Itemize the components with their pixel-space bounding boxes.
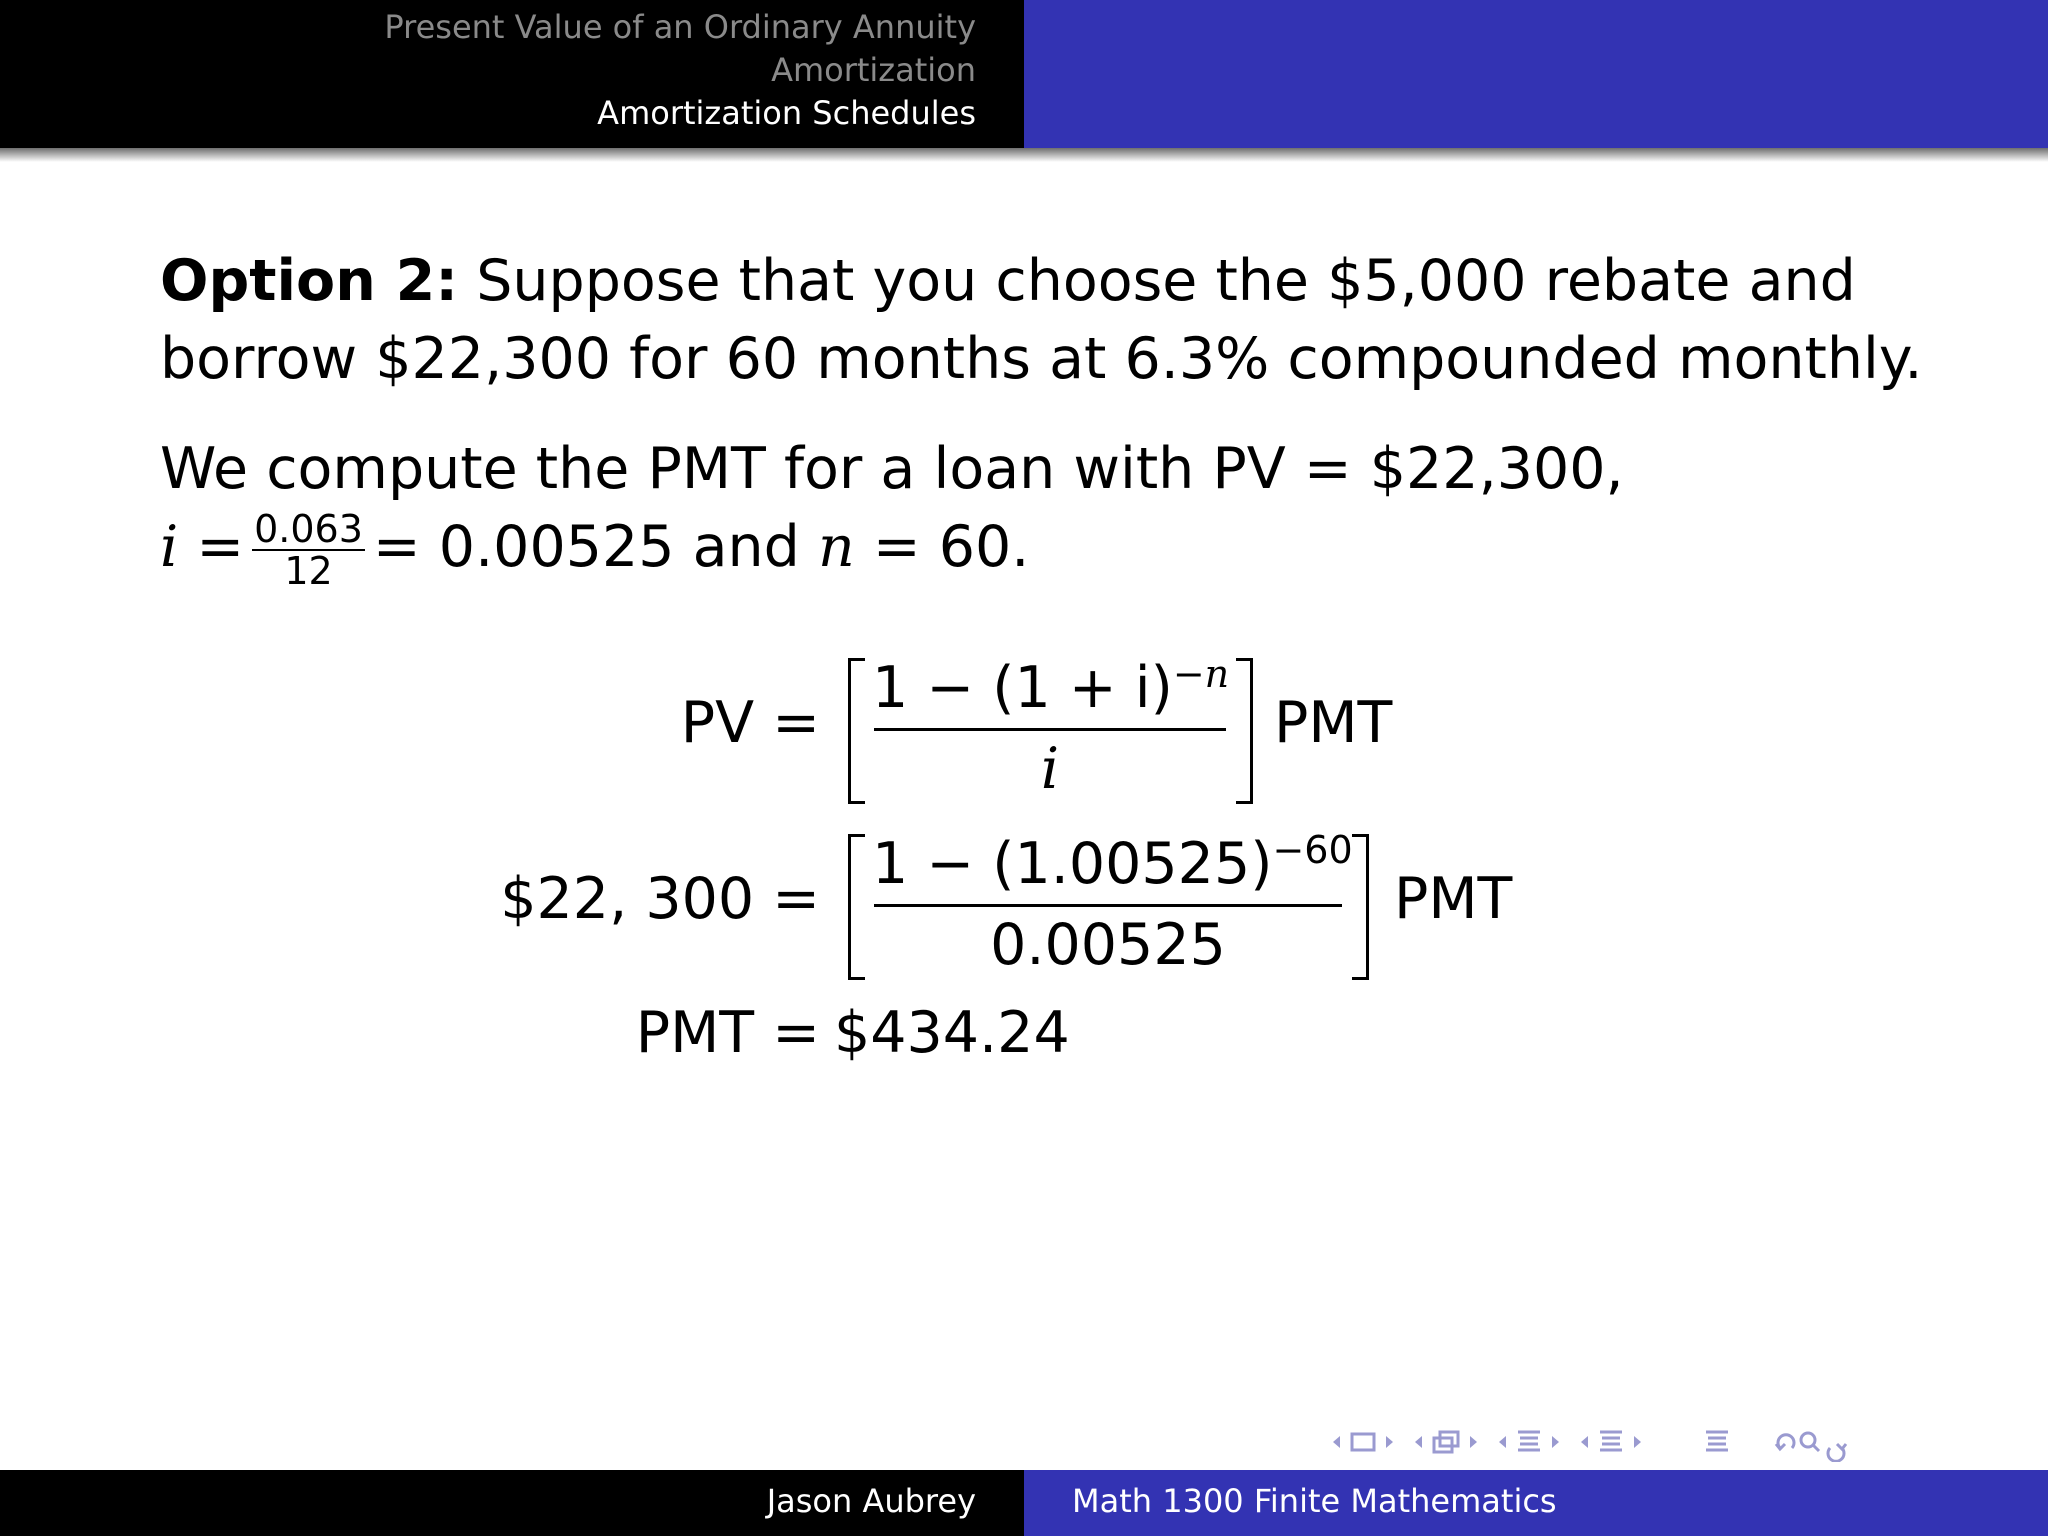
nav-back-icon[interactable] [1776,1435,1794,1449]
eq1-fraction-bar [874,728,1226,731]
eq3-rhs: $434.24 [834,1000,1070,1066]
nav-subsection-next-icon[interactable] [1470,1436,1477,1448]
nav-document-prev-icon[interactable] [1581,1436,1588,1448]
nav-subsection-amortization-schedules[interactable]: Amortization Schedules [597,94,976,132]
nav-section-next-icon[interactable] [1552,1436,1559,1448]
option-line-2: borrow $22,300 for 60 months at 6.3% compounded monthly. [160,326,1923,392]
eq3-lhs: PMT = [635,1000,820,1066]
eq2-exponent: −60 [1272,828,1353,872]
option-line-1: Suppose that you choose the $5,000 rebate and [458,248,1856,314]
eq2-denominator: 0.00525 [990,912,1226,978]
i-variable: i [160,514,179,580]
nav-frame-next-icon[interactable] [1386,1436,1393,1448]
option-paragraph [160,242,1923,398]
nav-section-prev-icon[interactable] [1499,1436,1506,1448]
eq2-numerator [872,828,1353,897]
eq2-lhs: $22, 300 = [500,866,820,932]
footer-course-title: Math 1300 Finite Mathematics [1072,1482,1557,1520]
eq1-numerator [872,652,1228,721]
equation-pv-formula [0,650,2048,810]
eq1-rhs: PMT [1274,690,1393,756]
n-variable: n [818,514,855,580]
nav-subsection-icon[interactable] [1434,1432,1458,1452]
n-value: = 60. [872,514,1030,580]
nav-section-present-value[interactable]: Present Value of an Ordinary Annuity [384,8,976,46]
eq1-right-bracket [1236,658,1253,804]
eq2-rhs: PMT [1394,866,1513,932]
nav-subsection-prev-icon[interactable] [1415,1436,1422,1448]
eq2-right-bracket [1352,834,1369,980]
eq1-lhs: PV = [680,690,820,756]
eq2-fraction-bar [874,904,1342,907]
nav-frame-prev-icon[interactable] [1333,1436,1340,1448]
nav-frame-icon[interactable] [1352,1434,1374,1450]
nav-section-amortization[interactable]: Amortization [771,51,976,89]
eq1-left-bracket [848,658,865,804]
rate-numerator: 0.063 [254,507,363,552]
header-shadow [0,148,2048,162]
nav-document-next-icon[interactable] [1634,1436,1641,1448]
footer-author: Jason Aubrey [766,1482,976,1520]
nav-forward-icon[interactable] [1828,1444,1846,1461]
compute-paragraph [160,430,1624,594]
option-label: Option 2: [160,248,459,314]
i-value: = 0.00525 and [372,514,800,580]
slide-header [0,0,2048,148]
beamer-navigation-bar [1330,1422,2030,1462]
rate-denominator: 12 [284,549,333,594]
nav-appendix-icon[interactable] [1706,1432,1728,1450]
compute-line: We compute the PMT for a loan with PV = $22,300, [160,436,1624,502]
equation-result [0,1000,2048,1080]
nav-section-icon[interactable] [1518,1432,1540,1450]
eq2-numerator-text: 1 − (1.00525) [872,831,1273,897]
eq1-denominator: i [1040,736,1060,802]
eq1-exponent: −n [1172,652,1230,696]
equation-substituted [0,826,2048,986]
eq1-numerator-text: 1 − (1 + i) [872,655,1173,721]
eq2-left-bracket [848,834,865,980]
nav-document-icon[interactable] [1600,1432,1622,1450]
equals-sign: = [196,514,245,580]
rate-fraction [252,507,365,594]
header-right-panel [1024,0,2048,148]
nav-search-icon[interactable] [1801,1433,1819,1451]
